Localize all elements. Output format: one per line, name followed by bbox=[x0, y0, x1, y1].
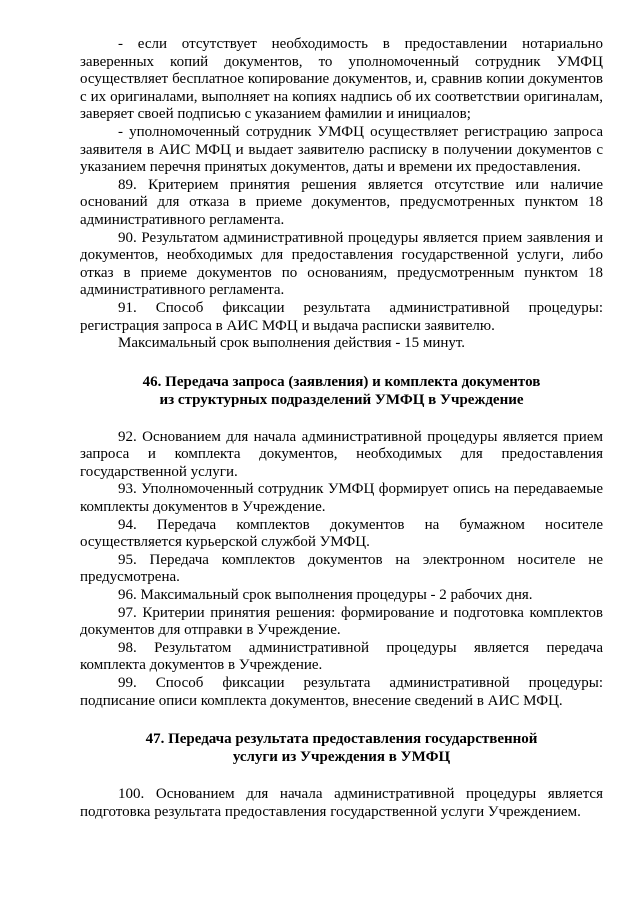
section-46-heading bbox=[80, 373, 603, 409]
paragraph-copy-certification: - если отсутствует необходимость в предоставлении нотариально заверенных копий документов, то уполномоченный сотрудник УМФЦ осуществляет бесплатное копирование документов, и, сравнив копии документов с их оригиналами, выполняет на копиях надпись об их соответствии оригиналам, заверяет своей подписью с указанием фамилии и инициалов; bbox=[80, 36, 603, 123]
paragraph-92: 92. Основанием для начала административной процедуры является прием запроса и комплекта документов, необходимых для предоставления государственной услуги. bbox=[80, 428, 603, 480]
paragraph-96: 96. Максимальный срок выполнения процедуры - 2 рабочих дня. bbox=[118, 587, 533, 604]
paragraph-registration: - уполномоченный сотрудник УМФЦ осуществляет регистрацию запроса заявителя в АИС МФЦ и выдает заявителю расписку в получении документов с указанием перечня принятых документов, даты и времени их предоставления. bbox=[80, 123, 603, 176]
paragraph-91: 91. Способ фиксации результата административной процедуры: регистрация запроса в АИС МФЦ и выдача расписки заявителю. bbox=[80, 299, 603, 334]
paragraph-95: 95. Передача комплектов документов на электронном носителе не предусмотрена. bbox=[80, 551, 603, 586]
section-46-title-line1: 46. Передача запроса (заявления) и комплекта документов bbox=[142, 373, 541, 390]
paragraph-max-time: Максимальный срок выполнения действия - 15 минут. bbox=[118, 335, 466, 352]
document-page bbox=[80, 36, 603, 821]
section-46-title-line2: из структурных подразделений УМФЦ в Учреждение bbox=[159, 391, 524, 408]
section-47-heading bbox=[80, 730, 603, 766]
paragraph-94: 94. Передача комплектов документов на бумажном носителе осуществляется курьерской службой УМФЦ. bbox=[80, 516, 603, 551]
paragraph-89: 89. Критерием принятия решения является отсутствие или наличие оснований для отказа в приеме документов, предусмотренных пунктом 18 административного регламента. bbox=[80, 176, 603, 228]
paragraph-93: 93. Уполномоченный сотрудник УМФЦ формирует опись на передаваемые комплекты документов в Учреждение. bbox=[80, 481, 603, 516]
section-47-title-line1: 47. Передача результата предоставления государственной bbox=[145, 731, 538, 748]
paragraph-100: 100. Основанием для начала административной процедуры является подготовка результата предоставления государственной услуги Учреждением. bbox=[80, 786, 603, 820]
paragraph-97: 97. Критерии принятия решения: формирование и подготовка комплектов документов для отправки в Учреждение. bbox=[80, 604, 603, 639]
paragraph-99: 99. Способ фиксации результата административной процедуры: подписание описи комплекта документов, внесение сведений в АИС МФЦ. bbox=[80, 675, 603, 709]
paragraph-90: 90. Результатом административной процедуры является прием заявления и документов, необходимых для предоставления государственной услуги, либо отказ в приеме документов по основаниям, предусмотренным пунктом 18 административного регламента. bbox=[80, 229, 603, 299]
paragraph-98: 98. Результатом административной процедуры является передача комплекта документов в Учреждение. bbox=[80, 639, 603, 674]
section-47-title-line2: услуги из Учреждения в УМФЦ bbox=[232, 749, 451, 766]
